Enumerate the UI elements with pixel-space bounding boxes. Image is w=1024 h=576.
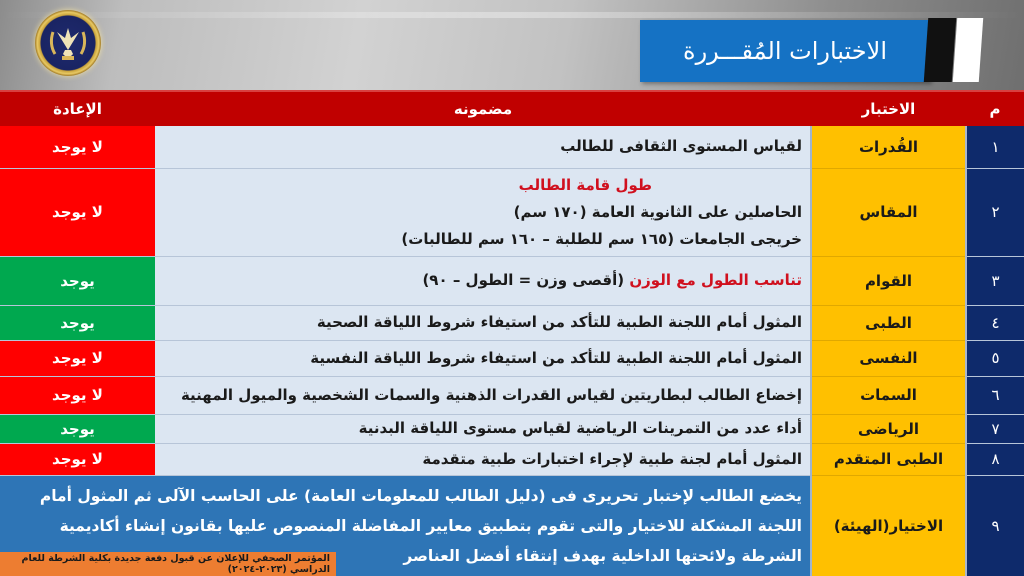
repeat-status: لا يوجد (0, 126, 155, 168)
column-header-content: مضمونه (155, 91, 811, 126)
test-content (155, 168, 811, 256)
table-row (0, 340, 1024, 376)
test-content: المثول أمام اللجنة الطبية للتأكد من استيفاء شروط اللياقة النفسية (155, 340, 811, 376)
repeat-status: يوجد (0, 256, 155, 305)
content-line: خريجى الجامعات (١٦٥ سم للطلبة – ١٦٠ سم للطالبات) (401, 229, 802, 248)
row-number: ٥ (966, 340, 1024, 376)
table-row (0, 168, 1024, 256)
content-highlight: تناسب الطول مع الوزن (629, 271, 802, 289)
repeat-status: لا يوجد (0, 376, 155, 414)
test-name: القوام (811, 256, 966, 305)
test-name: المقاس (811, 168, 966, 256)
repeat-status: يوجد (0, 305, 155, 340)
row-number: ٨ (966, 443, 1024, 475)
page-title: الاختبارات المُقـــررة (640, 20, 930, 82)
column-header-num: م (966, 91, 1024, 126)
test-name: الطبى المتقدم (811, 443, 966, 475)
test-name: السمات (811, 376, 966, 414)
table-row (0, 443, 1024, 475)
row-number: ٩ (966, 475, 1024, 576)
row-number: ١ (966, 126, 1024, 168)
table-header-row (0, 91, 1024, 126)
footer-caption: المؤتمر الصحفي للإعلان عن قبول دفعة جديدة بكلية الشرطة للعام الدراسي (٢٠٢٣-٢٠٢٤) (0, 552, 336, 576)
test-content (155, 256, 811, 305)
row-number: ٣ (966, 256, 1024, 305)
decorative-black-stripe (924, 18, 956, 82)
table-row (0, 414, 1024, 443)
repeat-status: لا يوجد (0, 443, 155, 475)
test-name: الاختيار(الهيئة) (811, 475, 966, 576)
police-eagle-emblem-icon (35, 10, 101, 76)
column-header-test: الاختبار (811, 91, 966, 126)
tests-table (0, 90, 1024, 576)
content-rest: (أقصى وزن = الطول – ٩٠) (422, 271, 630, 289)
repeat-status: يوجد (0, 414, 155, 443)
test-content: المثول أمام اللجنة الطبية للتأكد من استيفاء شروط اللياقة الصحية (155, 305, 811, 340)
table-row (0, 126, 1024, 168)
test-content: لقياس المستوى الثقافى للطالب (155, 126, 811, 168)
table-row (0, 376, 1024, 414)
test-name: الطبى (811, 305, 966, 340)
test-name: النفسى (811, 340, 966, 376)
test-content: يخضع الطالب لإختبار تحريرى فى (دليل الطالب للمعلومات العامة) على الحاسب الآلى ثم المثول أمام اللجنة المشكلة للاختيار والتى تقوم بتطبيق معايير المفاضلة المنصوص عليها بقانون إنشاء أكاديمية الشرطة ولائحتها الداخلية بهدف إنتقاء أفضل العناصر (0, 475, 811, 576)
table-row (0, 256, 1024, 305)
test-name: القُدرات (811, 126, 966, 168)
row-number: ٧ (966, 414, 1024, 443)
row-number: ٤ (966, 305, 1024, 340)
repeat-status: لا يوجد (0, 340, 155, 376)
test-content: إخضاع الطالب لبطاريتين لقياس القدرات الذهنية والسمات الشخصية والميول المهنية (155, 376, 811, 414)
decorative-white-stripe (953, 18, 983, 82)
repeat-status: لا يوجد (0, 168, 155, 256)
row-number: ٦ (966, 376, 1024, 414)
table-row (0, 305, 1024, 340)
row-number: ٢ (966, 168, 1024, 256)
column-header-repeat: الإعادة (0, 91, 155, 126)
content-title: طول قامة الطالب (518, 175, 652, 194)
test-content: أداء عدد من التمرينات الرياضية لقياس مستوى اللياقة البدنية (155, 414, 811, 443)
content-line: الحاصلين على الثانوية العامة (١٧٠ سم) (513, 202, 802, 221)
test-name: الرياضى (811, 414, 966, 443)
test-content: المثول أمام لجنة طبية لإجراء اختبارات طبية متقدمة (155, 443, 811, 475)
